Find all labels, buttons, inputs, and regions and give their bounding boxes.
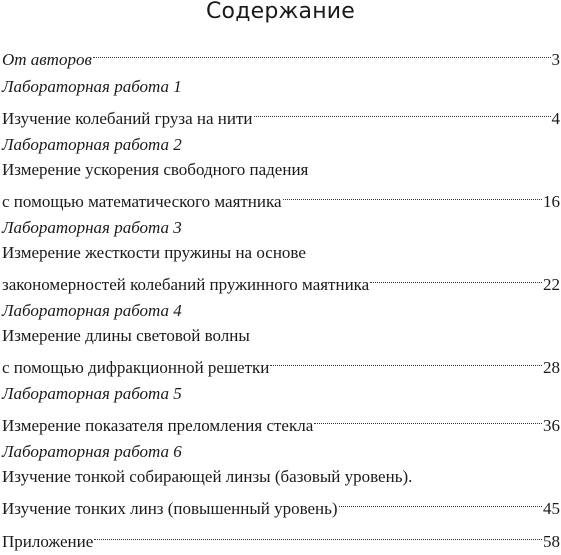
lab-heading: Лабораторная работа 4 xyxy=(2,301,182,320)
toc-entry-text: Измерение длины световой волны xyxy=(2,326,250,345)
toc-entry-text: Измерение ускорения свободного падения xyxy=(2,160,309,179)
table-of-contents xyxy=(2,40,560,555)
toc-entry-text: Изучение тонкой собирающей линзы (базовый уровень). xyxy=(2,467,413,486)
dot-leader xyxy=(339,489,542,514)
page-number: 28 xyxy=(543,358,560,377)
dot-leader xyxy=(254,99,551,124)
toc-entry-text: с помощью дифракционной решетки xyxy=(2,358,270,377)
toc-entry-text: Измерение показателя преломления стекла xyxy=(2,416,314,435)
toc-line[interactable] xyxy=(2,265,560,294)
toc-line[interactable] xyxy=(2,99,560,128)
lab-heading: Лабораторная работа 3 xyxy=(2,218,182,237)
toc-entry-text: Приложение xyxy=(2,532,94,551)
dot-leader xyxy=(283,182,542,207)
dot-leader xyxy=(270,348,542,373)
page-number: 22 xyxy=(543,275,560,294)
page-title: Содержание xyxy=(205,0,356,24)
toc-line[interactable] xyxy=(2,348,560,377)
toc-line[interactable] xyxy=(2,522,560,551)
toc-entry-lab-6 xyxy=(2,439,560,518)
page-number: 45 xyxy=(543,499,560,518)
toc-line[interactable] xyxy=(2,406,560,435)
dot-leader xyxy=(94,522,542,547)
page-number: 16 xyxy=(543,192,560,211)
toc-entry-lab-1 xyxy=(2,74,560,128)
toc-entry-lab-3 xyxy=(2,215,560,294)
toc-entry-lab-2 xyxy=(2,132,560,211)
toc-entry-authors xyxy=(2,40,560,69)
dot-leader xyxy=(370,265,542,290)
toc-entry-lab-5 xyxy=(2,381,560,435)
toc-line[interactable] xyxy=(2,182,560,211)
lab-heading: Лабораторная работа 2 xyxy=(2,135,182,154)
page-number: 4 xyxy=(551,109,560,128)
toc-entry-text: Измерение жесткости пружины на основе xyxy=(2,243,306,262)
toc-entry-text: закономерностей колебаний пружинного маятника xyxy=(2,275,370,294)
dot-leader xyxy=(93,40,551,65)
toc-entry-text: Изучение колебаний груза на нити xyxy=(2,109,253,128)
page-number: 58 xyxy=(543,532,560,551)
toc-line[interactable] xyxy=(2,489,560,518)
toc-entry-appendix xyxy=(2,522,560,551)
dot-leader xyxy=(314,406,542,431)
lab-heading: Лабораторная работа 5 xyxy=(2,384,182,403)
toc-line[interactable] xyxy=(2,40,560,69)
lab-heading: Лабораторная работа 1 xyxy=(2,77,182,96)
lab-heading: Лабораторная работа 6 xyxy=(2,442,182,461)
toc-entry-text: От авторов xyxy=(2,50,92,69)
page-number: 36 xyxy=(543,416,560,435)
toc-entry-lab-4 xyxy=(2,298,560,377)
toc-entry-text: с помощью математического маятника xyxy=(2,192,282,211)
page-number: 3 xyxy=(551,50,560,69)
toc-entry-text: Изучение тонких линз (повышенный уровень) xyxy=(2,499,338,518)
